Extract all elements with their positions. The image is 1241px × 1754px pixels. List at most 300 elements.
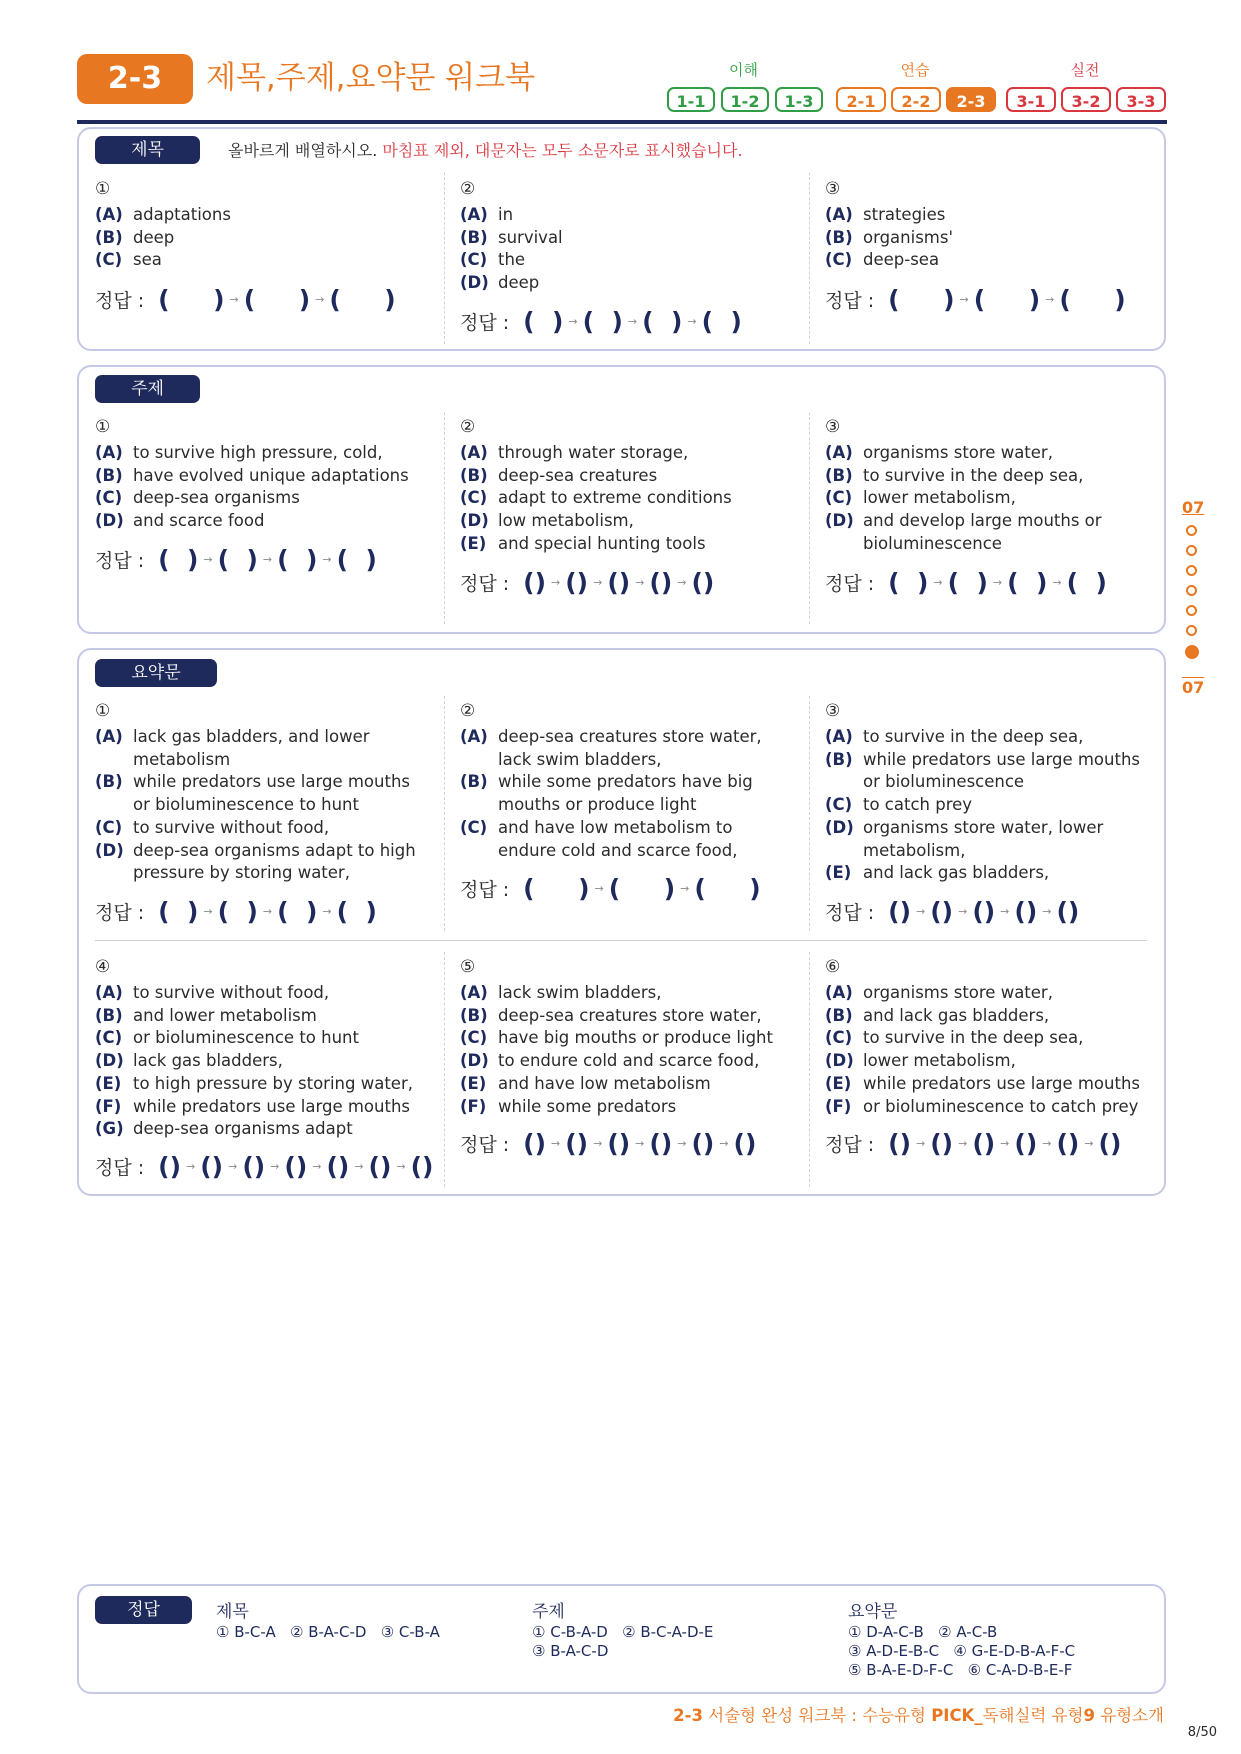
- option-text: deep-sea creatures store water,: [498, 1005, 762, 1025]
- topic-section-pill: 주제: [95, 375, 200, 403]
- answer-blank[interactable]: (): [607, 1129, 631, 1158]
- topic-answer-row-2: [460, 568, 714, 597]
- option-label: (B): [460, 465, 488, 485]
- footer-tail: 유형소개: [1094, 1706, 1164, 1725]
- option-text: lack gas bladders, and lower metabolism: [133, 727, 370, 769]
- option-label: (B): [825, 1005, 853, 1025]
- option-label: (D): [825, 511, 854, 531]
- answer-blank[interactable]: (): [691, 1129, 715, 1158]
- answer-label: 정답 :: [95, 902, 145, 924]
- arrow-icon: →: [1042, 905, 1052, 918]
- summary-answer-row-4: [95, 1152, 433, 1181]
- item-number: ⑤: [460, 957, 476, 977]
- option-text: have evolved unique adaptations: [133, 465, 409, 485]
- arrow-icon: →: [203, 905, 213, 918]
- item-number: ②: [460, 417, 476, 437]
- option-text: or bioluminescence to catch prey: [863, 1096, 1139, 1116]
- option-label: (D): [825, 817, 854, 837]
- title-item-3: [825, 178, 1155, 272]
- step-2-3-button[interactable]: 2-3: [946, 87, 996, 112]
- option-text: lack swim bladders,: [498, 983, 662, 1002]
- step-group-frame: [832, 84, 1000, 115]
- option-text: sea: [133, 250, 162, 270]
- group-label-understand: 이해: [729, 61, 758, 79]
- progress-dot-current: [1185, 645, 1199, 659]
- item-number: ③: [825, 179, 841, 199]
- answer-blank[interactable]: ( ): [608, 874, 676, 903]
- option-label: (B): [95, 1005, 123, 1025]
- step-3-1-button[interactable]: 3-1: [1006, 87, 1056, 112]
- arrow-icon: →: [916, 905, 926, 918]
- arrow-icon: →: [270, 1160, 280, 1173]
- option-label: (A): [460, 205, 488, 224]
- step-2-1-button[interactable]: 2-1: [836, 87, 886, 112]
- arrow-icon: →: [635, 576, 645, 589]
- answer-blank[interactable]: ( ): [701, 307, 742, 336]
- item-number: ③: [825, 701, 841, 721]
- answer-key-topic-line: ③ B-A-C-D: [532, 1642, 609, 1660]
- option-text: and have low metabolism to endure cold and scarce food,: [498, 817, 738, 860]
- answer-label: 정답 :: [460, 312, 510, 334]
- option-label: (A): [460, 443, 488, 462]
- option-label: (B): [460, 772, 488, 792]
- answer-blank[interactable]: ( ): [888, 285, 955, 314]
- title-answer-row-2: [460, 307, 742, 336]
- answer-label: 정답 :: [460, 573, 510, 595]
- arrow-icon: →: [203, 553, 213, 566]
- option-label: (E): [825, 1073, 852, 1093]
- option-label: (B): [460, 1005, 488, 1025]
- arrow-icon: →: [916, 1137, 926, 1150]
- arrow-icon: →: [229, 293, 239, 306]
- option-text: through water storage,: [498, 443, 689, 462]
- footer-type-number: 9: [1083, 1706, 1095, 1725]
- option-label: (A): [825, 983, 853, 1002]
- answer-label: 정답 :: [825, 573, 875, 595]
- answer-label: 정답 :: [95, 550, 145, 572]
- option-label: (B): [460, 227, 488, 247]
- answer-blank[interactable]: (): [284, 1152, 308, 1181]
- option-label: (C): [825, 250, 853, 270]
- answer-blank[interactable]: ( ): [217, 897, 258, 926]
- arrow-icon: →: [322, 553, 332, 566]
- title-answer-row-1: [95, 285, 396, 314]
- topic-item-3: [825, 416, 1160, 556]
- answer-blank[interactable]: ( ): [523, 874, 590, 903]
- arrow-icon: →: [933, 576, 943, 589]
- arrow-icon: →: [677, 1137, 687, 1150]
- arrow-icon: →: [719, 1137, 729, 1150]
- answer-blank[interactable]: ( ): [277, 897, 318, 926]
- step-1-1-button[interactable]: 1-1: [667, 87, 715, 112]
- option-text: to survive without food,: [133, 983, 330, 1002]
- answer-blank[interactable]: (): [565, 568, 589, 597]
- answer-label: 정답 :: [460, 1134, 510, 1156]
- item-number: ②: [460, 179, 476, 199]
- title-item-2: [460, 178, 790, 295]
- answer-key-summary-line: ③ A-D-E-B-C ④ G-E-D-B-A-F-C: [848, 1642, 1076, 1660]
- answer-blank[interactable]: (): [972, 897, 996, 926]
- answer-blank[interactable]: (): [523, 568, 547, 597]
- answer-blank[interactable]: ( ): [582, 307, 623, 336]
- option-text: while some predators have big mouths or produce light: [498, 772, 753, 815]
- option-label: (A): [825, 205, 853, 224]
- arrow-icon: →: [1045, 293, 1055, 306]
- progress-dot: [1186, 525, 1197, 536]
- option-label: (A): [825, 727, 853, 746]
- answer-key-summary-line: ⑤ B-A-E-D-F-C ⑥ C-A-D-B-E-F: [848, 1661, 1073, 1679]
- answer-blank[interactable]: (): [888, 897, 912, 926]
- answer-blank[interactable]: (): [607, 568, 631, 597]
- answer-blank[interactable]: (): [649, 1129, 673, 1158]
- option-text: survival: [498, 227, 563, 247]
- option-text: to survive in the deep sea,: [863, 465, 1084, 485]
- option-label: (C): [95, 488, 123, 508]
- answer-blank[interactable]: (): [200, 1152, 224, 1181]
- option-label: (C): [460, 250, 488, 270]
- answer-label: 정답 :: [825, 1134, 875, 1156]
- arrow-icon: →: [687, 315, 697, 328]
- answer-blank[interactable]: ( ): [158, 545, 199, 574]
- option-label: (C): [460, 1028, 488, 1048]
- answer-blank[interactable]: ( ): [973, 285, 1041, 314]
- answer-blank[interactable]: (): [242, 1152, 266, 1181]
- title-section-pill: 제목: [95, 136, 200, 164]
- option-text: in: [498, 205, 514, 224]
- option-text: and have low metabolism: [498, 1073, 711, 1093]
- page-title: 제목,주제,요약문 워크북: [206, 60, 536, 96]
- lesson-badge: 2-3: [77, 54, 193, 104]
- answer-blank[interactable]: ( ): [642, 307, 683, 336]
- option-label: (D): [460, 511, 489, 531]
- option-text: while some predators: [498, 1096, 677, 1116]
- answer-blank[interactable]: (): [1014, 897, 1038, 926]
- option-label: (D): [95, 840, 124, 860]
- side-index-track: [1184, 525, 1204, 668]
- option-label: (E): [460, 533, 487, 553]
- answer-blank[interactable]: ( ): [947, 568, 988, 597]
- option-label: (C): [825, 795, 853, 815]
- step-2-2-button[interactable]: 2-2: [891, 87, 941, 112]
- option-text: organisms store water,: [863, 443, 1053, 462]
- arrow-icon: →: [186, 1160, 196, 1173]
- option-text: deep: [133, 227, 175, 247]
- option-label: (E): [95, 1073, 122, 1093]
- summary-item-6: [825, 956, 1160, 1118]
- footer-book-title: [673, 1702, 1164, 1726]
- step-1-3-button[interactable]: 1-3: [775, 87, 823, 112]
- column-divider: [809, 172, 810, 344]
- option-text: deep-sea organisms adapt: [133, 1119, 353, 1139]
- arrow-icon: →: [593, 1137, 603, 1150]
- column-divider: [809, 696, 810, 931]
- summary-item-2: [460, 700, 795, 862]
- answer-blank[interactable]: ( ): [336, 897, 377, 926]
- option-text: and develop large mouths or bioluminescence: [863, 511, 1102, 553]
- option-label: (E): [460, 1073, 487, 1093]
- step-3-2-button[interactable]: 3-2: [1061, 87, 1111, 112]
- option-text: organisms store water,: [863, 983, 1053, 1002]
- option-text: to survive high pressure, cold,: [133, 443, 383, 462]
- answer-blank[interactable]: ( ): [336, 545, 377, 574]
- footer-type: 독해실력 유형: [982, 1706, 1084, 1725]
- answer-label: 정답 :: [825, 290, 875, 312]
- answer-blank[interactable]: (): [1014, 1129, 1038, 1158]
- title-item-1: [95, 178, 425, 272]
- progress-dot: [1186, 565, 1197, 576]
- option-label: (A): [95, 205, 123, 224]
- arrow-icon: →: [1000, 905, 1010, 918]
- option-text: and scarce food: [133, 511, 265, 531]
- item-number: ①: [95, 417, 111, 437]
- group-label-real: 실전: [1070, 61, 1100, 79]
- option-text: while predators use large mouths: [133, 1096, 410, 1116]
- answer-key-topic-heading: 주제: [532, 1602, 565, 1622]
- option-text: organisms store water, lower metabolism,: [863, 817, 1104, 860]
- progress-dot: [1186, 625, 1197, 636]
- answer-blank[interactable]: (): [930, 897, 954, 926]
- answer-blank[interactable]: (): [1056, 897, 1080, 926]
- answer-blank[interactable]: (): [523, 1129, 547, 1158]
- option-text: deep-sea organisms: [133, 488, 300, 508]
- column-divider: [444, 952, 445, 1187]
- option-text: strategies: [863, 205, 946, 224]
- answer-blank[interactable]: (): [733, 1129, 757, 1158]
- arrow-icon: →: [677, 576, 687, 589]
- option-text: lack gas bladders,: [133, 1051, 283, 1071]
- progress-dot: [1186, 605, 1197, 616]
- option-label: (D): [95, 1051, 124, 1071]
- column-divider: [444, 412, 445, 624]
- option-label: (A): [95, 727, 123, 746]
- item-number: ⑥: [825, 957, 841, 977]
- arrow-icon: →: [593, 576, 603, 589]
- option-text: lower metabolism,: [863, 488, 1016, 508]
- footer-pick: PICK_: [931, 1706, 983, 1725]
- option-label: (A): [460, 727, 488, 746]
- option-label: (A): [460, 983, 488, 1002]
- column-divider: [444, 696, 445, 931]
- answer-label: 정답 :: [95, 290, 145, 312]
- answer-blank[interactable]: ( ): [888, 568, 929, 597]
- answer-blank[interactable]: ( ): [1007, 568, 1048, 597]
- summary-answer-row-6: [825, 1129, 1121, 1158]
- arrow-icon: →: [959, 293, 969, 306]
- step-1-2-button[interactable]: 1-2: [721, 87, 769, 112]
- option-text: deep-sea creatures store water, lack swim bladders,: [498, 727, 762, 769]
- option-text: or bioluminescence to hunt: [133, 1028, 359, 1048]
- answer-key-summary-line: ① D-A-C-B ② A-C-B: [848, 1623, 998, 1641]
- summary-answer-row-3: [825, 897, 1079, 926]
- option-text: deep-sea organisms adapt to high pressure by storing water,: [133, 840, 416, 883]
- row-divider: [95, 940, 1147, 941]
- answer-blank[interactable]: (): [368, 1152, 392, 1181]
- item-number: ②: [460, 701, 476, 721]
- option-label: (F): [825, 1096, 852, 1116]
- summary-item-5: [460, 956, 795, 1118]
- option-label: (C): [95, 817, 123, 837]
- arrow-icon: →: [594, 882, 604, 895]
- footer-series: 서술형 완성 워크북 : 수능유형: [702, 1706, 932, 1725]
- arrow-icon: →: [1000, 1137, 1010, 1150]
- title-answer-row-3: [825, 285, 1126, 314]
- summary-answer-row-5: [460, 1129, 756, 1158]
- answer-blank[interactable]: ( ): [1066, 568, 1107, 597]
- option-label: (D): [460, 273, 489, 293]
- answer-key-title-heading: 제목: [216, 1602, 249, 1622]
- item-number: ①: [95, 701, 111, 721]
- option-text: deep-sea creatures: [498, 465, 658, 485]
- arrow-icon: →: [228, 1160, 238, 1173]
- option-label: (A): [95, 983, 123, 1002]
- option-text: to survive in the deep sea,: [863, 1028, 1084, 1048]
- summary-item-3: [825, 700, 1160, 885]
- instruction-text: [228, 140, 743, 162]
- side-index-top: 07: [1182, 498, 1205, 517]
- answer-blank[interactable]: (): [1056, 1129, 1080, 1158]
- answer-blank[interactable]: ( ): [694, 874, 761, 903]
- answer-blank[interactable]: (): [972, 1129, 996, 1158]
- answer-label: 정답 :: [460, 879, 510, 901]
- option-label: (B): [825, 465, 853, 485]
- option-text: and lower metabolism: [133, 1005, 317, 1025]
- option-label: (C): [95, 250, 123, 270]
- page-number: 8/50: [1187, 1725, 1217, 1740]
- answer-blank[interactable]: (): [930, 1129, 954, 1158]
- item-number: ③: [825, 417, 841, 437]
- summary-item-4: [95, 956, 430, 1141]
- answer-label: 정답 :: [95, 1157, 145, 1179]
- option-label: (D): [95, 511, 124, 531]
- topic-item-2: [460, 416, 795, 556]
- option-text: organisms': [863, 227, 954, 247]
- option-text: and lack gas bladders,: [863, 1005, 1050, 1025]
- arrow-icon: →: [1042, 1137, 1052, 1150]
- answer-blank[interactable]: ( ): [158, 897, 199, 926]
- option-label: (B): [95, 227, 123, 247]
- step-3-3-button[interactable]: 3-3: [1116, 87, 1166, 112]
- option-label: (G): [95, 1119, 124, 1139]
- answer-blank[interactable]: (): [1098, 1129, 1122, 1158]
- option-text: lower metabolism,: [863, 1051, 1016, 1071]
- column-divider: [444, 172, 445, 344]
- option-text: low metabolism,: [498, 511, 634, 531]
- option-label: (B): [825, 227, 853, 247]
- arrow-icon: →: [568, 315, 578, 328]
- option-text: and lack gas bladders,: [863, 863, 1050, 883]
- option-text: adaptations: [133, 205, 231, 224]
- side-index-bottom: 07: [1182, 678, 1205, 697]
- option-text: have big mouths or produce light: [498, 1028, 773, 1048]
- option-label: (C): [95, 1028, 123, 1048]
- answer-blank[interactable]: ( ): [158, 285, 225, 314]
- answer-blank[interactable]: ( ): [329, 285, 396, 314]
- arrow-icon: →: [958, 905, 968, 918]
- column-divider: [809, 412, 810, 624]
- arrow-icon: →: [958, 1137, 968, 1150]
- answer-key-topic-line: ① C-B-A-D ② B-C-A-D-E: [532, 1623, 714, 1641]
- answer-blank[interactable]: (): [410, 1152, 434, 1181]
- summary-answer-row-1: [95, 897, 377, 926]
- option-text: while predators use large mouths: [863, 1073, 1140, 1093]
- instruction-note: 마침표 제외, 대문자는 모두 소문자로 표시했습니다.: [377, 141, 743, 160]
- arrow-icon: →: [551, 1137, 561, 1150]
- option-text: to endure cold and scarce food,: [498, 1051, 760, 1071]
- arrow-icon: →: [551, 576, 561, 589]
- answer-blank[interactable]: (): [158, 1152, 182, 1181]
- group-label-practice: 연습: [900, 61, 930, 79]
- arrow-icon: →: [635, 1137, 645, 1150]
- answer-blank[interactable]: (): [649, 568, 673, 597]
- arrow-icon: →: [1052, 576, 1062, 589]
- answer-label: 정답 :: [825, 902, 875, 924]
- option-label: (D): [460, 1051, 489, 1071]
- answer-blank[interactable]: ( ): [277, 545, 318, 574]
- option-text: to survive without food,: [133, 817, 330, 837]
- option-label: (A): [825, 443, 853, 462]
- arrow-icon: →: [312, 1160, 322, 1173]
- answer-blank[interactable]: ( ): [217, 545, 258, 574]
- arrow-icon: →: [992, 576, 1003, 589]
- summary-item-1: [95, 700, 430, 885]
- answer-blank[interactable]: ( ): [523, 307, 564, 336]
- header-rule: [77, 120, 1167, 124]
- progress-dot: [1186, 545, 1197, 556]
- option-label: (F): [95, 1096, 122, 1116]
- option-text: deep-sea: [863, 250, 940, 270]
- answer-blank[interactable]: (): [888, 1129, 912, 1158]
- answer-blank[interactable]: ( ): [1059, 285, 1126, 314]
- topic-answer-row-1: [95, 545, 377, 574]
- item-number: ④: [95, 957, 111, 977]
- option-label: (C): [460, 488, 488, 508]
- arrow-icon: →: [396, 1160, 406, 1173]
- summary-section-pill: 요약문: [95, 659, 217, 687]
- answer-blank[interactable]: ( ): [243, 285, 311, 314]
- option-label: (A): [95, 443, 123, 462]
- answer-key-title-line: ① B-C-A ② B-A-C-D ③ C-B-A: [216, 1623, 440, 1641]
- answer-blank[interactable]: (): [691, 568, 715, 597]
- instruction-main: 올바르게 배열하시오.: [228, 141, 378, 160]
- option-label: (C): [825, 488, 853, 508]
- footer-lesson: 2-3: [673, 1706, 703, 1725]
- arrow-icon: →: [262, 905, 273, 918]
- option-text: adapt to extreme conditions: [498, 488, 732, 508]
- answer-key-summary-heading: 요약문: [848, 1602, 898, 1622]
- answer-blank[interactable]: (): [565, 1129, 589, 1158]
- option-label: (F): [460, 1096, 487, 1116]
- arrow-icon: →: [315, 293, 325, 306]
- option-text: deep: [498, 273, 540, 293]
- option-label: (B): [95, 772, 123, 792]
- arrow-icon: →: [1084, 1137, 1094, 1150]
- option-text: while predators use large mouths or bioluminescence: [863, 749, 1140, 792]
- arrow-icon: →: [322, 905, 332, 918]
- option-text: to high pressure by storing water,: [133, 1073, 413, 1093]
- option-text: while predators use large mouths or bioluminescence to hunt: [133, 772, 410, 815]
- step-group-frame: [663, 84, 827, 115]
- option-label: (B): [825, 749, 853, 769]
- arrow-icon: →: [627, 315, 638, 328]
- topic-item-1: [95, 416, 430, 533]
- answer-blank[interactable]: (): [326, 1152, 350, 1181]
- step-group-frame: [1002, 84, 1170, 115]
- option-text: the: [498, 250, 526, 270]
- arrow-icon: →: [262, 553, 273, 566]
- option-label: (B): [95, 465, 123, 485]
- item-number: ①: [95, 179, 111, 199]
- arrow-icon: →: [680, 882, 690, 895]
